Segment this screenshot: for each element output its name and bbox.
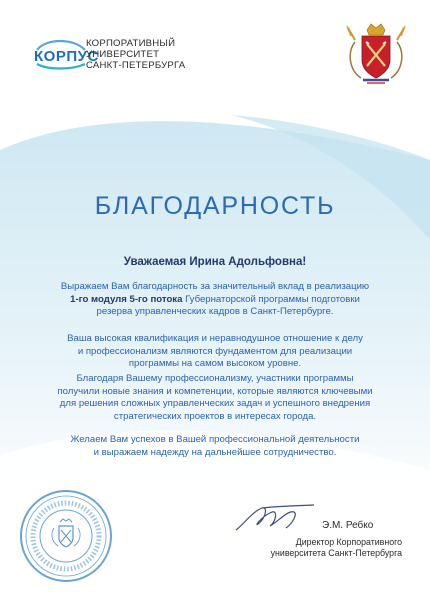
module-emphasis: 1-го модуля 5-го потока [70, 293, 183, 305]
paragraph-line: программы на самом высоком уровне. [128, 358, 302, 370]
paragraph-line: и выражаем надежду на дальнейшее сотрудничество. [93, 446, 337, 458]
document-title: БЛАГОДАРНОСТЬ [94, 192, 336, 220]
coat-of-arms-icon [345, 22, 407, 88]
greeting: Уважаемая Ирина Адольфовна! [123, 256, 307, 268]
official-seal-icon [16, 486, 116, 586]
paragraph-line: и профессионализм являются фундаментом для реализации [77, 345, 353, 357]
logo-arc-icon [34, 36, 88, 70]
signatory-name: Э.М. Ребко [322, 520, 374, 531]
logo-wordmark: КОРПУС [34, 48, 99, 65]
logo-line: УНИВЕРСИТЕТ [86, 49, 160, 60]
paragraph-line: Выражаем Вам благодарность за значительный вклад в реализацию [60, 281, 370, 292]
logo-line: САНКТ-ПЕТЕРБУРГА [86, 60, 186, 71]
paragraph-professionalism [28, 373, 402, 423]
paragraph-wishes [28, 434, 402, 459]
signatory-position [222, 537, 402, 559]
paragraph-line: Благодаря Вашему профессионализму, участники программы [76, 373, 354, 384]
paragraph-qualification [28, 333, 402, 371]
position-line: университета Санкт-Петербурга [270, 548, 402, 558]
logo-line: КОРПОРАТИВНЫЙ [86, 38, 176, 49]
paragraph-line: Ваша высокая квалификация и неравнодушное отношение к делу [67, 333, 363, 344]
paragraph-line: стратегических проектов в интересах города. [113, 410, 317, 422]
paragraph-line: получили новые знания и компетенции, которые являются ключевыми [57, 385, 373, 397]
position-line: Директор Корпоративного [295, 537, 402, 547]
handwritten-signature [232, 502, 322, 536]
paragraph-gratitude [28, 281, 402, 319]
paragraph-line: Губернаторской программы подготовки [182, 293, 360, 305]
paragraph-line: Желаем Вам успехов в Вашей профессиональной деятельности [70, 434, 360, 445]
paragraph-line: резерва управленческих кадров в Санкт-Петербурге. [96, 306, 334, 318]
paragraph-line: для решения сложных управленческих задач и успешного внедрения [59, 398, 371, 410]
logo-text [86, 38, 185, 71]
